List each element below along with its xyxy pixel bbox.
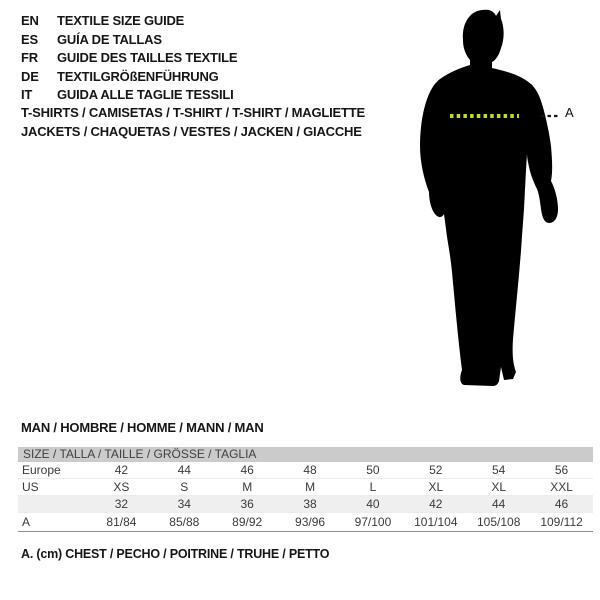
language-code: ES [21, 31, 38, 47]
row-label: US [22, 480, 39, 494]
footnote-chest: A. (cm) CHEST / PECHO / POITRINE / TRUHE / PETTO [21, 547, 330, 561]
size-cell: 54 [492, 463, 506, 477]
table-row [18, 513, 593, 532]
size-table-body [18, 462, 593, 532]
size-cell: 85/88 [169, 515, 200, 529]
size-cell: 48 [303, 463, 317, 477]
size-table-header-row [18, 447, 593, 462]
language-code: DE [21, 68, 39, 84]
man-body-shape [420, 10, 558, 386]
size-cell: 52 [429, 463, 443, 477]
size-cell: 56 [554, 463, 569, 477]
language-row [21, 31, 237, 50]
size-cell: 44 [177, 463, 191, 477]
size-cell: 42 [114, 463, 129, 477]
language-label: GUIDA ALLE TAGLIE TESSILI [57, 87, 234, 103]
size-cell: 101/104 [414, 515, 458, 529]
table-row [18, 479, 593, 496]
size-cell: 109/112 [540, 515, 583, 529]
size-cell: 46 [554, 497, 569, 511]
language-label: GUÍA DE TALLAS [57, 31, 162, 47]
language-row [21, 86, 237, 105]
language-label: TEXTILE SIZE GUIDE [57, 13, 185, 28]
size-cell: 81/84 [106, 515, 137, 529]
garment-line: JACKETS / CHAQUETAS / VESTES / JACKEN / GIACCHE [21, 123, 362, 139]
size-cell: 89/92 [232, 515, 263, 529]
size-cell: 34 [177, 497, 191, 511]
size-cell: 32 [114, 497, 129, 511]
row-label: A [22, 515, 31, 529]
size-cell: M [305, 480, 316, 494]
size-cell: S [180, 480, 189, 494]
language-code: EN [21, 13, 39, 28]
row-label [18, 496, 90, 513]
size-cell: XXL [550, 480, 573, 494]
size-cell: 50 [366, 463, 380, 477]
size-cell: XS [113, 480, 130, 494]
size-cell: 46 [240, 463, 254, 477]
table-row [18, 462, 593, 479]
size-table-header: SIZE / TALLA / TAILLE / GRÖSSE / TAGLIA [18, 447, 593, 462]
language-row [21, 49, 237, 68]
size-cell: XL [428, 480, 444, 494]
garment-line: T-SHIRTS / CAMISETAS / T-SHIRT / T-SHIRT / MAGLIETTE [21, 105, 365, 120]
size-cell: 93/96 [295, 515, 326, 529]
size-cell: 44 [492, 497, 506, 511]
size-cell: M [242, 480, 253, 494]
size-cell: 40 [366, 497, 380, 511]
size-cell: 42 [429, 497, 443, 511]
man-silhouette-figure [400, 4, 596, 396]
table-row [18, 496, 593, 513]
man-silhouette-icon [400, 4, 596, 396]
row-label: Europe [22, 463, 61, 477]
size-cell: XL [491, 480, 507, 494]
language-label: GUIDE DES TAILLES TEXTILE [57, 50, 238, 66]
language-code: IT [21, 87, 33, 103]
garment-types [21, 104, 365, 141]
size-cell: 105/108 [476, 515, 521, 529]
section-title-man: MAN / HOMBRE / HOMME / MANN / MAN [21, 420, 264, 435]
language-row [21, 68, 237, 87]
measurement-a-label: A [565, 105, 574, 120]
language-list [21, 12, 237, 105]
language-row [21, 12, 237, 31]
language-code: FR [21, 50, 38, 66]
size-cell: 97/100 [354, 515, 392, 529]
size-cell: 38 [303, 497, 317, 511]
size-table [18, 447, 593, 532]
size-cell: 36 [240, 497, 254, 511]
language-label: TEXTILGRÖßENFÜHRUNG [57, 68, 219, 84]
size-cell: L [369, 480, 377, 494]
